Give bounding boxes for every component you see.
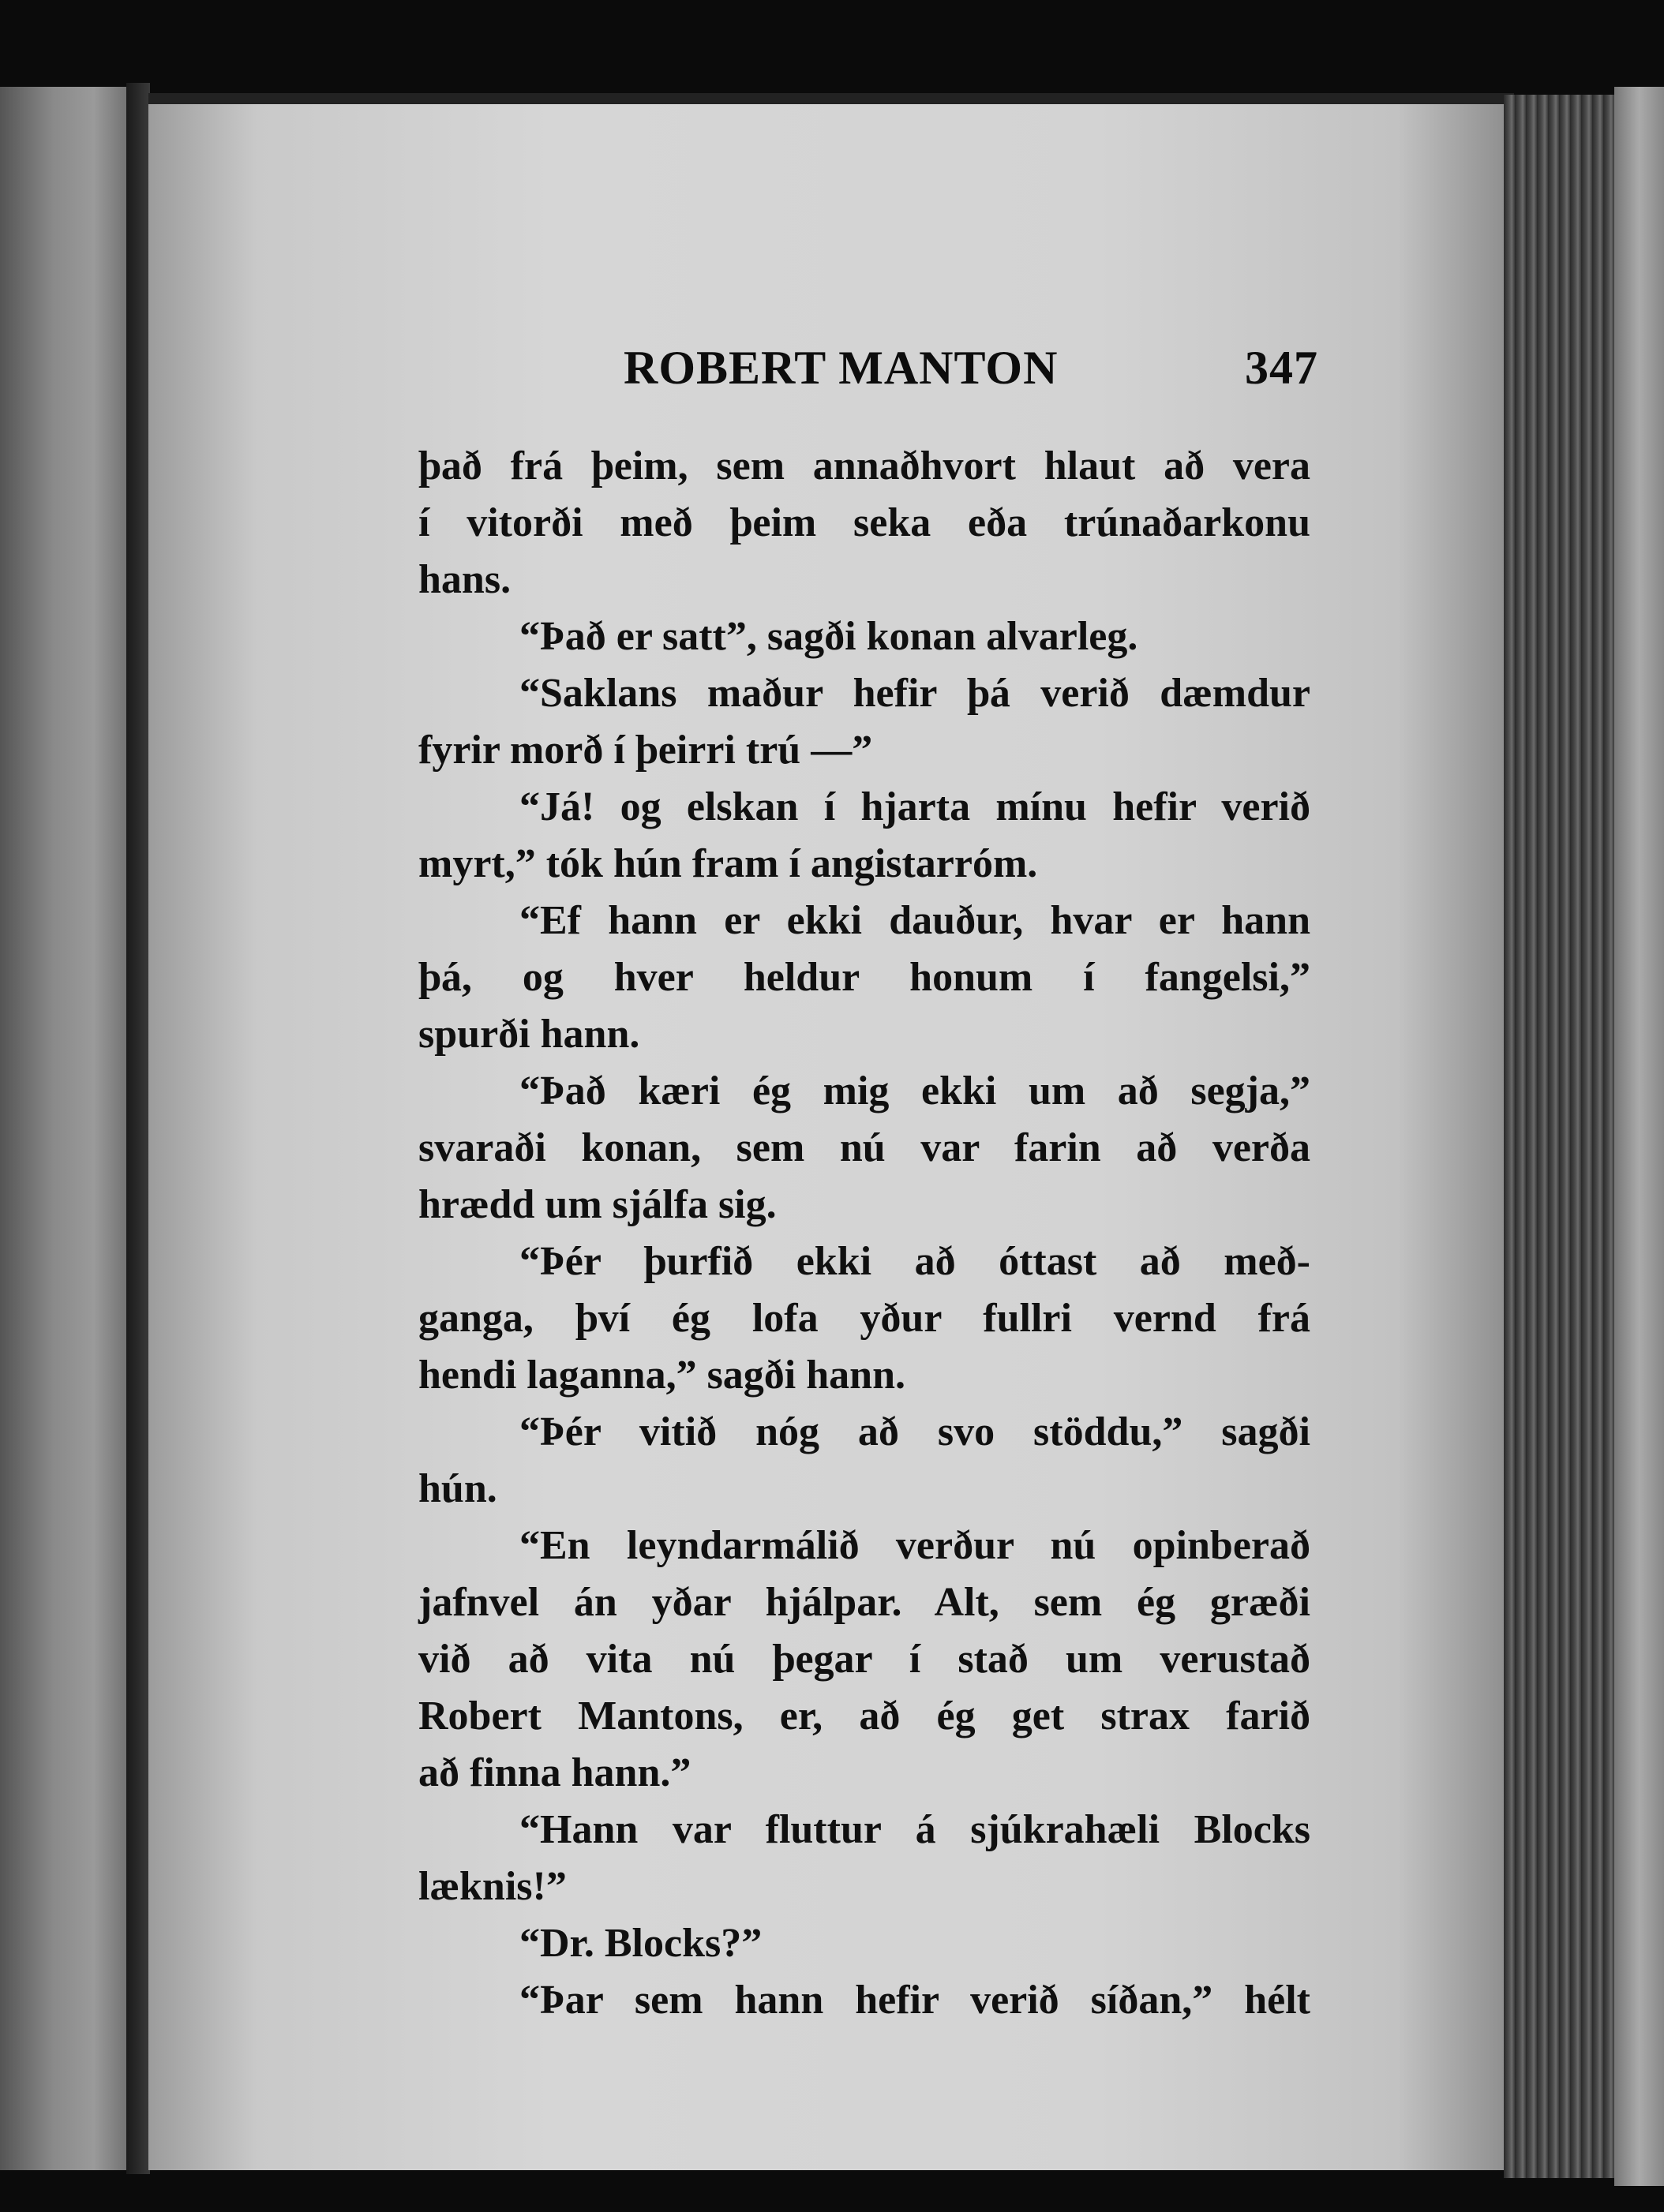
text-line: jafnvel án yðar hjálpar. Alt, sem ég græði [418,1580,1310,1625]
text-line: það frá þeim, sem annaðhvort hlaut að vera [418,444,1310,488]
text-line: þá, og hver heldur honum í fangelsi,” [418,955,1310,1000]
running-header [418,341,1318,404]
page-number: 347 [1245,342,1318,394]
book-gutter [126,83,150,2174]
text-line: í vitorði með þeim seka eða trúnaðarkonu [418,500,1310,545]
page-top-edge [148,93,1514,104]
text-line: “Saklans maður hefir þá verið dæmdur [519,671,1310,716]
text-line: “Ef hann er ekki dauður, hvar er hann [519,898,1310,943]
text-line: “Dr. Blocks?” [519,1921,763,1966]
text-line: hans. [418,557,512,602]
text-line: “Það kæri ég mig ekki um að segja,” [519,1069,1310,1113]
text-line: svaraði konan, sem nú var farin að verða [418,1125,1310,1170]
text-line: “Þér vitið nóg að svo stöddu,” sagði [519,1409,1310,1454]
facing-page-edge [0,87,134,2170]
text-line: “En leyndarmálið verður nú opinberað [519,1523,1310,1568]
text-line: hrædd um sjálfa sig. [418,1182,777,1227]
body-text [418,438,1310,2029]
text-line: hún. [418,1466,497,1511]
page-block-edge [1504,95,1614,2178]
text-line: við að vita nú þegar í stað um verustað [418,1637,1310,1682]
text-line: “Hann var fluttur á sjúkrahæli Blocks [519,1807,1310,1852]
text-line: ganga, því ég lofa yður fullri vernd frá [418,1296,1310,1341]
text-line: “Já! og elskan í hjarta mínu hefir verið [519,784,1310,829]
book-cover-edge [1614,87,1664,2186]
text-line: “Það er satt”, sagði konan alvarleg. [519,614,1138,659]
text-line: spurði hann. [418,1012,640,1057]
running-title: ROBERT MANTON [624,342,1059,394]
text-line: “Þar sem hann hefir verið síðan,” hélt [519,1978,1310,2023]
text-line: “Þér þurfið ekki að óttast að með- [519,1239,1310,1284]
text-line: fyrir morð í þeirri trú —” [418,728,873,773]
text-line: að finna hann.” [418,1750,691,1795]
text-line: Robert Mantons, er, að ég get strax farið [418,1694,1310,1739]
text-line: myrt,” tók hún fram í angistarróm. [418,841,1038,886]
text-line: læknis!” [418,1864,567,1909]
text-line: hendi laganna,” sagði hann. [418,1353,906,1398]
